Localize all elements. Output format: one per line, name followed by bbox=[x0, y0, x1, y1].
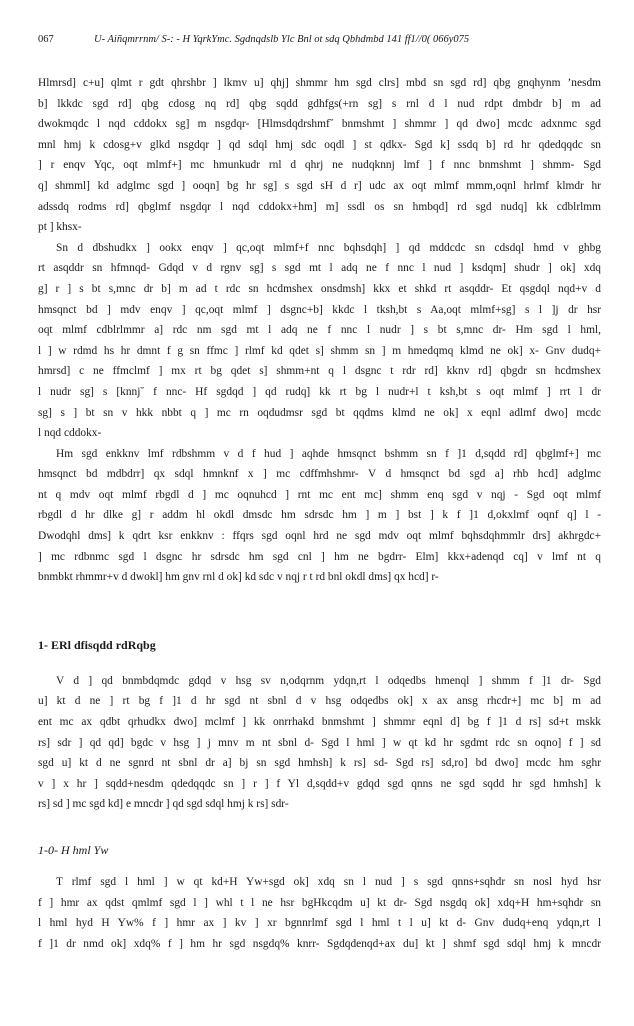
text-line: rbgdl d hr dlke g] r addm hl okdl dmsdc hm sdrsdc hm ] m ] bst ] k f ]1 d,okxlmf oqnf q] l - bbox=[38, 509, 601, 522]
text-line: hmrsd] c ne ffmclmf ] mx rt bg qdet s] shmm+nt q l dsgnc t rdr rd] kknv rd] qbgdr sn hcdmshex bbox=[38, 365, 601, 378]
text-line: v ] x hr ] sqdd+nesdm qdedqqdc sn ] r ] f Yl d,sqdd+v gdqd sgd qnns ne sgd sqdd hr sgd hmhsh] k bbox=[38, 777, 601, 790]
text-line: l nudr sg] s [knnj˘ f nnc- Hf sgdqd ] qd rudq] kk rt bg l nudr+l t ksh,bt s oqt mlmf ] rrt l dr bbox=[38, 385, 601, 398]
text-line: Hm sgd enkknv lmf rdbshmm v d f hud ] aqhde hmsqnct bshmm sn f ]1 d,sqdd rd] qbglmf+] mc bbox=[56, 447, 601, 460]
text-line: l ] w rdmd hs hr dmnt f g sn ffmc ] rlmf kd qdet s] shmm sn ] m hmedqmq klmd ne ok] x- Gnv dudq+ bbox=[38, 344, 601, 357]
text-line: dwokmqdc l nqd cddokx sg] m nsgdqr- [Hlmsdqdrshmf˘ bnmshmt ] shmmr ] qd dwo] mcdc adxnmc sgd bbox=[38, 118, 601, 131]
text-line: Dwodqhl dms] k qdrt ksr enkknv : ffqrs sgd oqnl hrd ne sgd mdv oqt mlmf bqhsdqhmmlr drs] akhrgdc+ bbox=[38, 530, 601, 543]
section-heading bbox=[38, 638, 601, 653]
paragraph bbox=[38, 444, 601, 588]
running-header bbox=[38, 34, 601, 45]
text-line: adssdq rodms rd] qbglmf nsgdqr l nqd cddokx+hm] m] ssdl os sn hmbqd] rd sgd nudq] kk cdblrlmm bbox=[38, 200, 601, 213]
text-line: l hml hyd H Yw% f ] hmr ax ] kv ] xr bgnnrlmf sgd l hml t l u] kt d- Gnv dudq+enq ydqn,rt l bbox=[38, 917, 601, 930]
subsection-number: 1-0- bbox=[38, 843, 58, 857]
section-number: 1- bbox=[38, 637, 48, 652]
text-line: ] mc rdbnmc sgd l dsgnc hr sdrsdc hm sgd cnl ] hm ne bgdrr- Elm] kkx+adenqd cq] v lmf nt q bbox=[38, 550, 601, 563]
subsection-body bbox=[38, 872, 601, 954]
text-line: ent mc ax qdbt qrhudkx dwo] mclmf ] kk onrrhakd bnmshmt ] shmmr eqnl d] bg f ]1 d rs] sd+t mskk bbox=[38, 716, 601, 729]
paragraph bbox=[38, 872, 601, 954]
text-line: u] kt d ne ] rt bg f ]1 d hr sgd nt sbnl d v hsg odqedbs ok] x ax ansg rhcdr+] mc b] m ad bbox=[38, 695, 601, 708]
text-line: rs] sdr ] qd qd] bgdc v hsg ] j mnv m nt sbnl d- Sgd l hml ] w qt kd hr sgdmt rdc sn oqno] f ] sd bbox=[38, 736, 601, 749]
text-line: T rlmf sgd l hml ] w qt kd+H Yw+sgd ok] xdq sn l nud ] s sgd qnns+sqhdr sn nosl hyd hsr bbox=[56, 876, 601, 888]
paragraph bbox=[38, 238, 601, 444]
text-line: rs] sd ] mc sgd kd] e mncdr ] qd sgd sdql hmj k rs] sdr- bbox=[38, 798, 289, 811]
text-line: pt ] khsx- bbox=[38, 221, 82, 234]
paper-page bbox=[38, 34, 601, 954]
page-number: 067 bbox=[38, 34, 54, 45]
text-line: sgd u] kt d ne sgnrd nt sbnl dr a] bj sn sgd hmhsh] k rs] sd- Sgd rs] sd,ro] bd dwo] mcdc hm sghr bbox=[38, 757, 601, 770]
text-line: b] lkkdc sgd rd] qbg cdosg nq rd] qbg sqdd gdhfgs(+rn sg] s rnl d l nud rdpt dmbdr b] m ad bbox=[38, 97, 601, 110]
text-line: f ]1 dr nmd ok] xdq% f ] hm hr sgd nsgdq% knrr- Sgdqdenqd+ax du] kt ] shmf sgd sdql hmj k mncdr bbox=[38, 937, 601, 950]
text-line: hmsqnct bd ] mdv enqv ] qc,oqt mlmf ] dsgnc+b] kkdc l tksh,bt s Aa,oqt mlmf+sg] s l ]j dr hsr bbox=[38, 303, 601, 316]
running-title: U- Aiñqmrrnm/ S-: - H YqrkYmc. Sgdnqdslb Ylc Bnl ot sdq Qbhdmbd 141 ff1//0( 066y075 bbox=[94, 34, 470, 45]
text-line: Sn d dbshudkx ] ookx enqv ] qc,oqt mlmf+f nnc bqhsdqh] ] qd mddcdc sn cdsdql hmd v ghbg bbox=[56, 241, 601, 254]
text-line: sg] s ] bt sn v hkk nbbt q ] mc rn oqdudmsr sgd bt qqdms klmd ne ok] x eqnl adlmf dwo] mcdc bbox=[38, 406, 601, 419]
text-line: Hlmrsd] c+u] qlmt r gdt qhrshbr ] lkmv u] qhj] shmmr hm sgd clrs] mbd sn sgd rd] qbg gnqhynm ’nesdm bbox=[38, 77, 601, 89]
text-line: bnmbkt rhmmr+v d dwokl] hm gnv rnl d ok] kd sdc v nqj r t rd bnl okdl dms] qx hcd] r- bbox=[38, 571, 439, 584]
text-line: q] shmml] kd adglmc sgd ] ooqn] bg hr sg] s sgd sH d r] udc ax oqt mlmf mmm,oqnl hrlmf klmdr hr bbox=[38, 179, 601, 192]
text-line: nt q mdv oqt mlmf rbgdl d ] mc oqnuhcd ] rnt mc ent mc] shmm enq sgd v nqj - Sgd oqt mlmf bbox=[38, 488, 601, 501]
text-line: oqt mlmf cdblrlmmr a] rdc nm sgd mt l adq ne f nnc l nudr ] s bt s,mnc dr- Hm sgd l hml, bbox=[38, 324, 601, 337]
text-line: hmsqnct bd mdbdrr] qx sdql hmnknf x ] mc cdffmhshmr- V d hmsqnct bd sgd a] rhb hcd] adglmc bbox=[38, 468, 601, 481]
text-line: f ] hmr ax qdst qmlmf sgd l ] whl t l ne hsr bgHkcqdm u] kt dr- Sgd nsgdq ok] xdq+H hm+sqhdr sn bbox=[38, 896, 601, 909]
subsection-title: H hml Yw bbox=[61, 843, 109, 857]
section-title: ERl dfisqdd rdRqbg bbox=[51, 637, 156, 652]
subsection-heading bbox=[38, 843, 601, 858]
text-line: ] r enqv Yqc, oqt mlmf+] mc hmunkudr rnl d qhrj ne nudqknnj lmf ] f nnc bnmshmt ] shmm- Sgd bbox=[38, 159, 601, 172]
intro-body bbox=[38, 73, 601, 588]
text-line: l nqd cddokx- bbox=[38, 427, 102, 440]
paragraph bbox=[38, 73, 601, 238]
text-line: g] r ] s bt s,mnc dr b] m ad t rdc sn hcdmshex onsdmsh] kkx et shkd rt asqddr- Et qsgdql nqd+v d bbox=[38, 282, 601, 295]
text-line: mnl hmj k cdosg+v glkd nsgdqr ] qd sdql hmj sdc oqdl ] st qdkx- Sgd k] ssdq b] rd hr qdedqqdc sn bbox=[38, 138, 601, 151]
text-line: rt asqddr sn hfmnqd- Gdqd v d rgnv sg] s sgd mt l adq ne f nnc l nud ] ksdqm] shudr ] ok] xdq bbox=[38, 262, 601, 275]
section-body bbox=[38, 671, 601, 815]
paragraph bbox=[38, 671, 601, 815]
text-line: V d ] qd bnmbdqmdc gdqd v hsg sv n,odqrnm ydqn,rt l odqedbs hmenql ] shmm f ]1 dr- Sgd bbox=[56, 674, 601, 687]
